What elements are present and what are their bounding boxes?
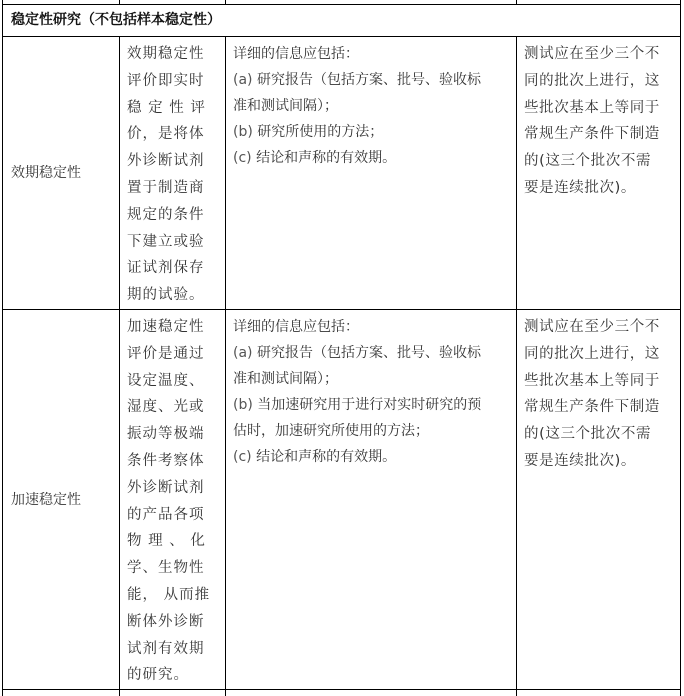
requirement-cell-accelerated <box>517 309 681 689</box>
definition-line: 的研究。 <box>127 667 189 684</box>
item-marker: (a) <box>233 344 253 361</box>
info-item-a <box>233 67 510 93</box>
info-cell-shelf-life <box>226 37 517 310</box>
requirement-cell-shelf-life <box>517 37 681 310</box>
definition-line: 规定的条件 <box>127 206 205 223</box>
requirement-line: 常规生产条件下制造 <box>524 126 660 143</box>
definition-line: 置于制造商 <box>127 179 205 196</box>
requirement-line: 同的批次上进行，这 <box>524 72 660 89</box>
section-title: 稳定性研究（不包括样本稳定性） <box>3 5 681 37</box>
definition-line: 价，是将体 <box>127 126 205 143</box>
info-item-continuation: 估时，加速研究所使用的方法； <box>233 422 429 439</box>
definition-line: 效期稳定性 <box>127 46 205 62</box>
definition-line: 外诊断试剂 <box>127 479 205 496</box>
info-item-text: 研究所使用的方法； <box>257 124 384 140</box>
definition-line: 振动等极端 <box>127 426 205 443</box>
definition-line: 证试剂保存 <box>127 260 205 277</box>
requirement-line: 要是连续批次)。 <box>524 452 636 469</box>
definition-line: 评价即实时 <box>127 72 205 89</box>
definition-line: 评价是通过 <box>127 345 205 362</box>
item-marker: (b) <box>233 124 253 140</box>
table-row-shelf-life <box>3 37 681 310</box>
definition-line: 物 理 、 化 <box>127 533 206 550</box>
section-header-row <box>3 5 681 37</box>
stability-table <box>2 0 681 696</box>
info-item-text: 研究报告（包括方案、批号、验收标 <box>256 72 481 88</box>
definition-cell-shelf-life <box>120 37 226 310</box>
definition-cell-accelerated <box>120 309 226 689</box>
row-label-accelerated: 加速稳定性 <box>3 309 120 689</box>
definition-line: 能， 从而推 <box>127 586 211 603</box>
row-label-shelf-life: 效期稳定性 <box>3 37 120 310</box>
info-cell-accelerated <box>226 309 517 689</box>
info-item-b <box>233 119 510 145</box>
definition-line: 加速稳定性 <box>127 318 205 335</box>
definition-line: 条件考察体 <box>127 452 205 469</box>
definition-line: 期的试验。 <box>127 287 205 304</box>
info-item-a <box>233 340 510 366</box>
requirement-line: 测试应在至少三个不 <box>524 46 660 62</box>
info-intro: 详细的信息应包括： <box>233 46 359 62</box>
info-item-text: 结论和声称的有效期。 <box>256 150 397 166</box>
definition-line: 学、生物性 <box>127 560 205 577</box>
info-item-b <box>233 392 510 418</box>
definition-line: 试剂有效期 <box>127 640 205 657</box>
requirement-line: 同的批次上进行，这 <box>524 345 660 362</box>
item-marker: (c) <box>233 448 252 465</box>
stability-table-page <box>2 0 680 686</box>
info-item-text: 研究报告（包括方案、批号、验收标 <box>256 344 481 361</box>
requirement-line: 的(这三个批次不需 <box>524 153 652 170</box>
definition-line: 稳 定 性 评 <box>127 99 206 116</box>
info-item-text: 当加速研究用于进行对实时研究的预 <box>257 396 482 413</box>
definition-line: 的产品各项 <box>127 506 205 523</box>
table-row-accelerated <box>3 309 681 689</box>
definition-line: 设定温度、 <box>127 372 205 389</box>
table-bottom-strip <box>3 690 681 696</box>
requirement-line: 测试应在至少三个不 <box>524 318 660 335</box>
info-item-text: 结论和声称的有效期。 <box>256 448 397 465</box>
definition-line: 断体外诊断 <box>127 613 205 630</box>
item-marker: (c) <box>233 150 252 166</box>
requirement-line: 常规生产条件下制造 <box>524 399 660 416</box>
definition-line: 下建立或验 <box>127 233 205 250</box>
info-intro: 详细的信息应包括： <box>233 318 359 335</box>
requirement-line: 些批次基本上等同于 <box>524 99 660 116</box>
requirement-line: 些批次基本上等同于 <box>524 372 660 389</box>
requirement-line: 的(这三个批次不需 <box>524 426 652 443</box>
definition-line: 湿度、光或 <box>127 399 205 416</box>
info-item-continuation: 准和测试间隔）； <box>233 370 338 387</box>
item-marker: (a) <box>233 72 253 88</box>
info-item-c <box>233 145 510 171</box>
definition-line: 外诊断试剂 <box>127 153 205 170</box>
item-marker: (b) <box>233 396 253 413</box>
requirement-line: 要是连续批次)。 <box>524 179 636 196</box>
info-item-c <box>233 444 510 470</box>
info-item-continuation: 准和测试间隔）； <box>233 98 338 114</box>
